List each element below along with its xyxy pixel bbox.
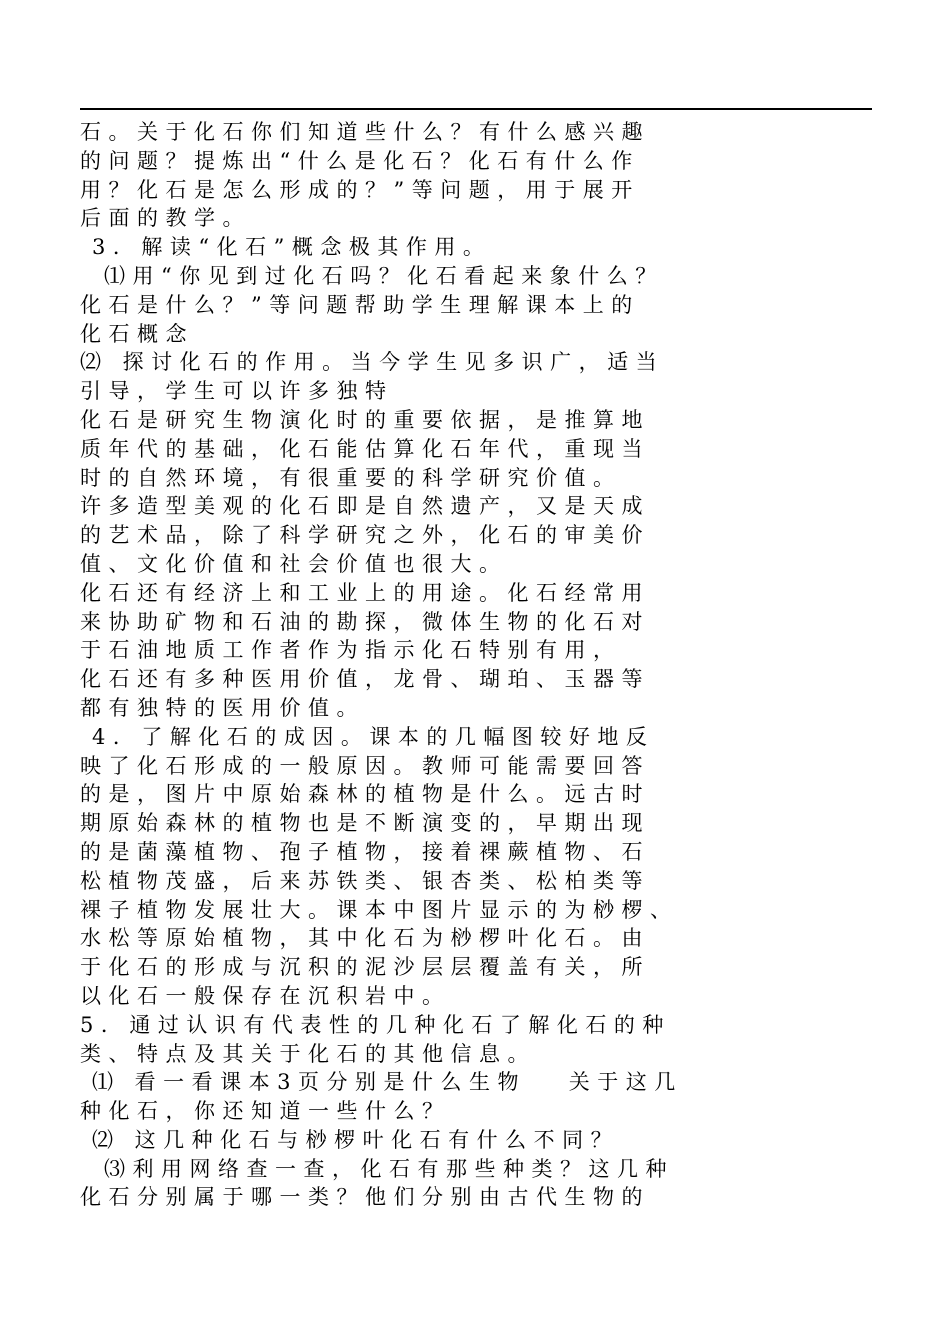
text-line: 石。关于化石你们知道些什么？有什么感兴趣 (80, 120, 650, 144)
text-line: 后面的教学。 (80, 206, 251, 231)
text-line: ⑴ 看一看课本3页分别是什么生物 关于这几 (92, 1070, 683, 1095)
text-line: 值、文化价值和社会价值也很大。 (80, 551, 508, 576)
text-line: 4．了解化石的成因。课本的几幅图较好地反 (92, 724, 655, 749)
text-line: 化石是研究生物演化时的重要依据，是推算地 (80, 407, 650, 432)
text-line: 期原始森林的植物也是不断演变的，早期出现 (80, 811, 650, 836)
text-line: ⑵ 探讨化石的作用。当今学生见多识广，适当 (80, 350, 665, 375)
text-line: ⑴用“你见到过化石吗？化石看起来象什么？ (104, 263, 664, 288)
text-line: 都有独特的医用价值。 (80, 695, 365, 720)
text-line: 化石还有多种医用价值，龙骨、瑚珀、玉器等 (80, 667, 650, 692)
text-line: 的是，图片中原始森林的植物是什么。远古时 (80, 782, 650, 807)
text-line: 化石是什么？”等问题帮助学生理解课本上的 (80, 292, 640, 317)
text-line: 化石分别属于哪一类？他们分别由古代生物的 (80, 1185, 650, 1210)
text-line: 裸子植物发展壮大。课本中图片显示的为桫椤、 (80, 897, 679, 922)
text-line: 映了化石形成的一般原因。教师可能需要回答 (80, 753, 650, 778)
text-line: 时的自然环境，有很重要的科学研究价值。 (80, 465, 622, 490)
text-line: 用？化石是怎么形成的？”等问题，用于展开 (80, 177, 640, 202)
text-line: 类、特点及其关于化石的其他信息。 (80, 1041, 536, 1066)
text-line: 的是菌藻植物、孢子植物，接着裸蕨植物、石 (80, 839, 650, 864)
text-line: 3．解读“化石”概念极其作用。 (92, 235, 492, 260)
text-line: ⑶利用网络查一查，化石有那些种类？这几种 (104, 1156, 674, 1181)
text-line: 于石油地质工作者作为指示化石特别有用， (80, 638, 622, 663)
text-line: 松植物茂盛，后来苏铁类、银杏类、松柏类等 (80, 868, 650, 893)
text-line: 许多造型美观的化石即是自然遗产，又是天成 (80, 494, 650, 519)
text-line: 引导，学生可以许多独特 (80, 379, 394, 404)
text-line: 5．通过认识有代表性的几种化石了解化石的种 (80, 1012, 671, 1037)
text-line: 的艺术品，除了科学研究之外，化石的审美价 (80, 523, 650, 548)
text-line: 质年代的基础，化石能估算化石年代，重现当 (80, 436, 650, 461)
text-line: 化石概念 (80, 321, 194, 346)
header-rule (80, 108, 872, 110)
text-line: 化石还有经济上和工业上的用途。化石经常用 (80, 580, 650, 605)
text-line: 水松等原始植物，其中化石为桫椤叶化石。由 (80, 926, 650, 951)
text-line: 的问题？提炼出“什么是化石？化石有什么作 (80, 148, 640, 173)
text-line: 以化石一般保存在沉积岩中。 (80, 983, 451, 1008)
text-line: 于化石的形成与沉积的泥沙层层覆盖有关，所 (80, 955, 650, 980)
document-body (80, 118, 880, 1212)
text-line: 种化石，你还知道一些什么？ (80, 1099, 451, 1124)
text-line: 来协助矿物和石油的勘探，微体生物的化石对 (80, 609, 650, 634)
text-line: ⑵ 这几种化石与桫椤叶化石有什么不同？ (92, 1127, 620, 1152)
